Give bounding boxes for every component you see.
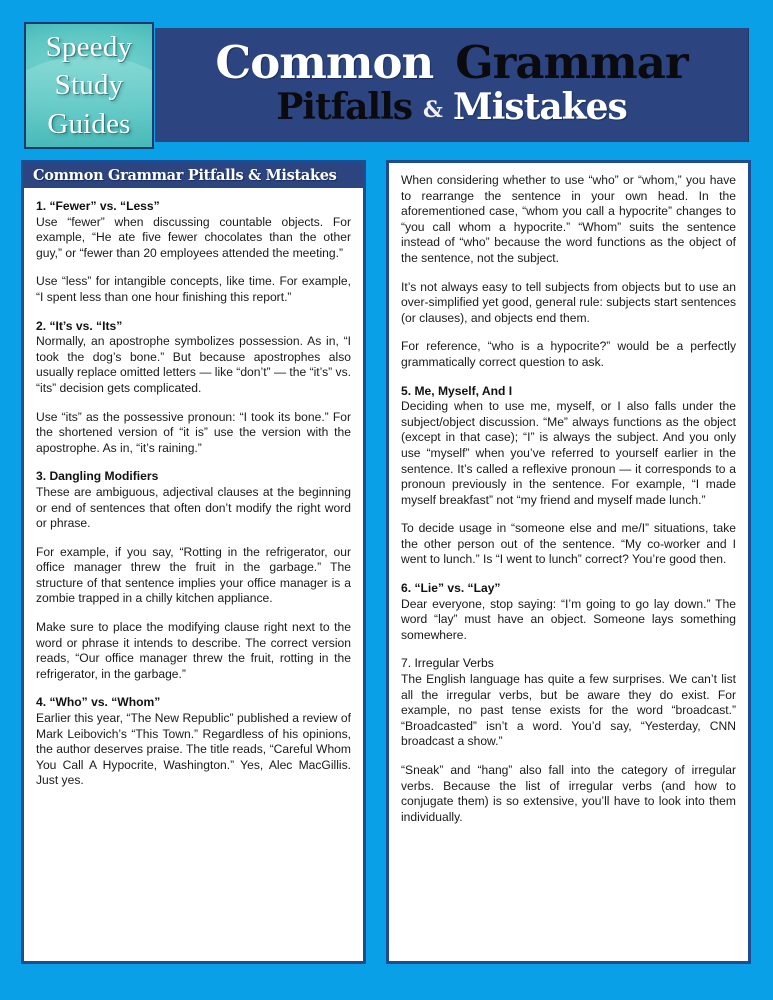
left-column-header-title: Common Grammar Pitfalls & Mistakes xyxy=(33,167,337,184)
body-paragraph: Deciding when to use me, myself, or I also falls under the subject/object discussion. “Me” always functions as the object (except in that case); “I” is always the subject. And you only use “myself” when you’ve referred to yourself earlier in the sentence. It’s called a reflexive pronoun — it corresponds to a pronoun previously in the sentence. For example, “I made myself breakfast” not “my friend and myself made lunch.” xyxy=(401,399,736,507)
left-content-column xyxy=(21,160,366,964)
body-paragraph: Use “less” for intangible concepts, like time. For example, “I spent less than one hour finishing this report.” xyxy=(36,274,351,304)
left-column-header-bar xyxy=(24,163,363,188)
logo-line-study: Study xyxy=(54,69,124,102)
body-paragraph: Make sure to place the modifying clause right next to the word or phrase it intends to describe. The correct version reads, “Our office manager threw the fruit, rotting in the refrigerator, in the garbage.” xyxy=(36,620,351,681)
section-heading: 7. Irregular Verbs xyxy=(401,656,494,671)
title-word-common: Common xyxy=(215,36,434,89)
body-paragraph: For example, if you say, “Rotting in the refrigerator, our office manager threw the fruit in the garbage.” The structure of that sentence implies your office manager is a zombie trapped in a chilly kitchen appliance. xyxy=(36,544,351,606)
body-paragraph: Use “its” as the possessive pronoun: “I took its bone.” For the shortened version of “it is” use the version with the apostrophe. As in, “it’s raining.” xyxy=(36,409,351,455)
right-column-body xyxy=(389,163,748,831)
title-word-grammar: Grammar xyxy=(455,36,688,89)
body-paragraph: Normally, an apostrophe symbolizes possession. As in, “I took the dog’s bone.” But because apostrophes also usually replace omitted letters — like “don’t” — the “it’s” vs. “its” decision gets complicated. xyxy=(36,334,351,395)
title-word-mistakes: Mistakes xyxy=(452,86,627,128)
body-paragraph: To decide usage in “someone else and me/I” situations, take the other person out of the sentence. “My co-worker and I went to lunch.” Is “I went to lunch” correct? You’re good then. xyxy=(401,521,736,567)
section-heading: 4. “Who” vs. “Whom” xyxy=(36,695,161,710)
left-column-body xyxy=(24,188,363,795)
title-banner xyxy=(155,28,749,142)
section-heading: 6. “Lie” vs. “Lay” xyxy=(401,581,501,596)
title-word-pitfalls: Pitfalls xyxy=(276,86,413,128)
section-heading: 3. Dangling Modifiers xyxy=(36,469,159,484)
section-heading: 5. Me, Myself, And I xyxy=(401,383,513,398)
logo-wordmark xyxy=(26,24,152,147)
body-paragraph: Use “fewer” when discussing countable objects. For example, “He ate five fewer chocolates than the other guy,” or “fewer than 20 employees attended the meeting.” xyxy=(36,214,351,260)
body-paragraph: The English language has quite a few surprises. We can’t list all the irregular verbs, but be aware they do exist. For example, no past tense exists for the word “broadcast.” “Broadcasted” isn’t a word. You’d say, “Yesterday, CNN broadcast a show.” xyxy=(401,672,736,749)
body-paragraph: For reference, “who is a hypocrite?” would be a perfectly grammatically correct question to ask. xyxy=(401,339,736,369)
title-ampersand: & xyxy=(423,97,442,123)
body-paragraph: When considering whether to use “who” or “whom,” you have to rearrange the sentence in your own head. In the aforementioned case, “whom you call a hypocrite” changes to “you call whom a hypocrite.” “Whom” suits the sentence instead of “who” because the word functions as the object of the sentence, not the subject. xyxy=(401,173,736,265)
logo-line-speedy: Speedy xyxy=(45,30,133,63)
section-heading: 2. “It’s vs. “Its” xyxy=(36,318,123,333)
body-paragraph: It’s not always easy to tell subjects from objects but to use an over-simplified yet good, general rule: subjects start sentences (or clauses), and objects end them. xyxy=(401,279,736,325)
logo-line-guides: Guides xyxy=(47,107,131,140)
page-header xyxy=(0,0,773,158)
body-paragraph: “Sneak” and “hang” also fall into the category of irregular verbs. Because the list of irregular verbs (and how to conjugate them) is so extensive, you’ll have to look into them individually. xyxy=(401,763,736,824)
body-paragraph: These are ambiguous, adjectival clauses at the beginning or end of sentences that often don’t modify the right word or phrase. xyxy=(36,484,351,531)
speedy-study-guides-logo xyxy=(24,22,154,149)
section-heading: 1. “Fewer” vs. “Less” xyxy=(36,199,160,213)
right-content-column xyxy=(386,160,751,964)
body-paragraph: Dear everyone, stop saying: “I’m going to go lay down.” The word “lay” must have an object. Someone lays something somewhere. xyxy=(401,596,736,642)
body-paragraph: Earlier this year, “The New Republic” published a review of Mark Leibovich’s “This Town.” Regardless of his opinions, the author deserves praise. The title reads, “Careful Whom You Call A Hypocrite, Washington.” Yes, Alec MacGillis. Just yes. xyxy=(36,711,351,788)
title-primary-line xyxy=(155,36,748,89)
title-secondary-line xyxy=(155,86,748,128)
